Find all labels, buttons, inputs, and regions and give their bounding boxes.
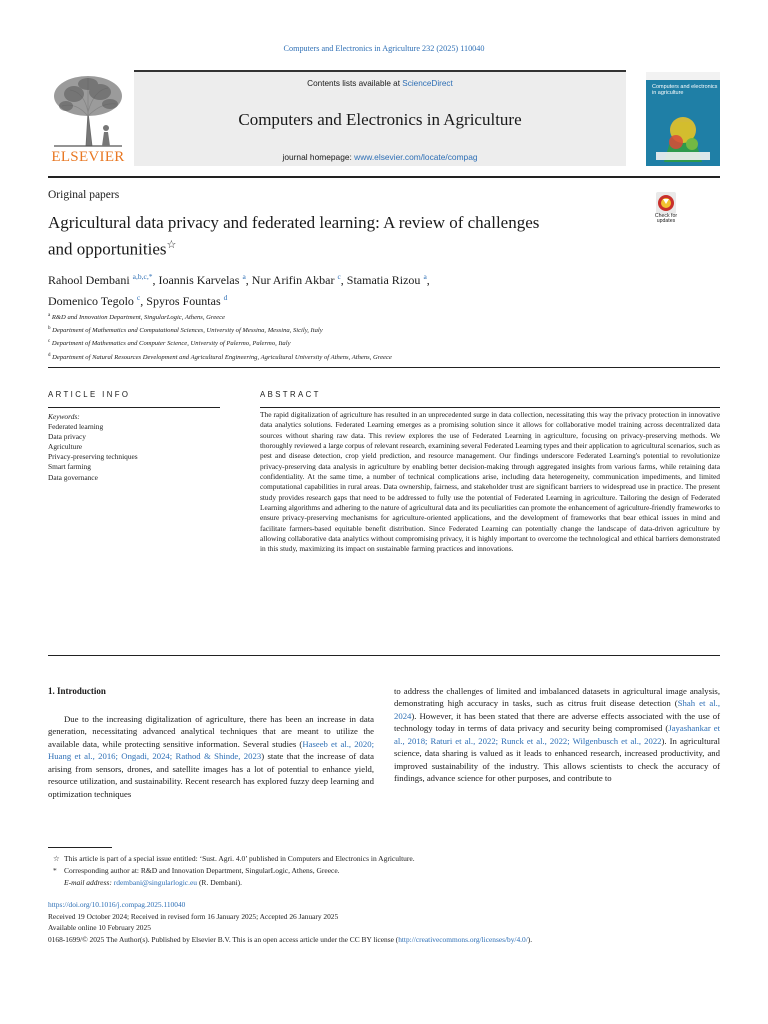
affiliation xyxy=(48,336,608,349)
license-link[interactable]: http://creativecommons.org/licenses/by/4.0/ xyxy=(398,934,528,944)
elsevier-tree-logo-icon[interactable] xyxy=(48,72,128,166)
keyword-list xyxy=(48,422,220,483)
footnote-text: This article is part of a special issue entitled: ‘Sust. Agri. 4.0’ published in Computers and Electronics in Agriculture. xyxy=(64,854,415,863)
article-section-label: Original papers xyxy=(48,189,120,201)
footnote-rule xyxy=(48,847,112,848)
title-line-1: Agricultural data privacy and federated learning: A review of challenges xyxy=(48,213,540,232)
footnote-mark: * xyxy=(53,866,57,875)
license-text: 0168-1699/© 2025 The Author(s). Published by Elsevier B.V. This is an open access article under the CC BY license ( xyxy=(48,934,399,944)
author-name[interactable]: Nur Arifin Akbar xyxy=(251,273,338,287)
email-label: E-mail address: xyxy=(64,878,112,887)
keyword: Agriculture xyxy=(48,442,83,452)
keyword: Privacy-preserving techniques xyxy=(48,452,138,462)
author-email-link[interactable]: rdembani@singularlogic.eu xyxy=(113,878,198,887)
author-separator: , xyxy=(140,294,147,308)
author-name[interactable]: Spyros Fountas xyxy=(146,294,224,308)
keyword: Data governance xyxy=(48,472,98,482)
affiliation-list xyxy=(48,310,608,363)
abstract-heading: ABSTRACT xyxy=(260,390,321,399)
citation-link[interactable]: Haseeb et al., 2020; Huang et al., 2016; Ongadi, 2024; Rathod & Shinde, 2023 xyxy=(48,738,374,762)
contents-line xyxy=(134,79,626,88)
affiliation-mark: d xyxy=(48,352,51,358)
cover-title: Computers and electronics in agriculture xyxy=(652,84,718,97)
author-affiliation-mark[interactable]: d xyxy=(223,293,228,302)
footnote-text: Corresponding author at: R&D and Innovation Department, SingularLogic, Athens, Greece. xyxy=(64,866,340,875)
citation-link[interactable]: Shah et al., 2024 xyxy=(394,698,720,721)
author-list xyxy=(48,268,608,310)
keywords-block xyxy=(48,412,220,483)
intro-text-segment: Due to the increasing digitalization of agriculture, there has been an increase in data generation, necessitating advanced analytical techniques that are meant to utilize the available data, while protecting sensitive information. Several studies ( xyxy=(48,714,374,749)
abstract-rule xyxy=(260,407,720,408)
metadata-rule xyxy=(48,367,720,368)
crossmark-icon xyxy=(648,192,684,214)
affiliation-text: R&D and Innovation Department, SingularLogic, Athens, Greece xyxy=(50,314,225,322)
affiliation xyxy=(48,350,608,363)
received-dates: Received 19 October 2024; Received in revised form 16 January 2025; Accepted 26 January 2025 xyxy=(48,911,339,921)
footnotes xyxy=(48,853,720,889)
intro-text-segment: ) state that the increase of data arising from sensors, drones, and satellite images has a lot of potential to enhance yield, resource utilization, and sustainability. Recent research has explored fuzzy deep learning and optimization techniques xyxy=(48,751,374,799)
abstract-text: The rapid digitalization of agriculture has resulted in an unprecedented surge in data collection, necessitating this way the privacy protection in innovative data analytics solutions. Federated Learning emerges as a promising solution since it allows for collaborative model training across decentralized data sources without sharing raw data. This review explores the use of Federated Learning in agriculture, focusing on privacy-preserving methods. We thoroughly reviewed a large corpus of relevant research, examining several Federated Learning types and their application to agricultural scenarios, such as pest and disease detection, crop yield prediction, and resource management. Our findings underscore Federated Learning's potential to revolutionize privacy-preserving data analysis in agriculture by enabling better decision-making through aggregated insights from various farms, while retaining data confidentiality. At the same time, a number of technical complications arise, including data heterogeneity, communication impediments, and limited computational capabilities in rural areas. Data ownership, fairness, and stakeholder trust are significant barriers to widespread use in practice. The present study provides research gaps that need to be addressed to fully use the potential of Federated Learning in agriculture. Tailoring the design of Federated Learning algorithms and adhering to the nature of agricultural data and its peculiarities can promote the enhancement of agriculture-friendly frameworks to ensure privacy-preserving mechanisms for agriculture-oriented applications, and the development of frameworks that bear ethical issues in mind and facilitate farmers-based equitable benefit distribution. Since Federated Learning can potentially change the landscape of data-driven agriculture by allowing collaborative data analytics without compromising privacy, it is highly important to overcome the technological and ethical barriers demonstrated in this study, maximizing its impact on sustainable farming practices and innovations. xyxy=(260,410,720,554)
journal-homepage-link[interactable]: www.elsevier.com/locate/compag xyxy=(354,152,478,162)
author-name[interactable]: Rahool Dembani xyxy=(48,273,133,287)
footnote-special-issue xyxy=(48,853,720,865)
paper-title xyxy=(48,212,628,261)
affiliation-mark: c xyxy=(48,339,51,345)
sciencedirect-link[interactable]: ScienceDirect xyxy=(402,79,453,88)
author-name[interactable]: Stamatia Rizou xyxy=(346,273,424,287)
homepage-prefix: journal homepage: xyxy=(282,152,355,162)
doi-link[interactable]: https://doi.org/10.1016/j.compag.2025.110040 xyxy=(48,900,186,909)
author-separator: , xyxy=(426,273,430,287)
check-for-updates-button[interactable] xyxy=(648,192,684,230)
body-column-left xyxy=(48,713,374,800)
journal-cover-thumbnail[interactable] xyxy=(646,72,720,166)
contents-prefix: Contents lists available at xyxy=(307,79,403,88)
publisher-name: ELSEVIER xyxy=(51,149,125,165)
journal-reference[interactable]: Computers and Electronics in Agriculture 232 (2025) 110040 xyxy=(283,44,485,53)
affiliation-mark: b xyxy=(48,326,51,332)
citation-link[interactable]: Jayashankar et al., 2018; Raturi et al., 2022; Runck et al., 2022; Wilgenbusch et al., 2022 xyxy=(394,723,720,746)
body-column-right xyxy=(394,685,720,785)
affiliation-mark: a xyxy=(48,313,51,318)
footnote-corresponding-author xyxy=(48,865,720,877)
author-separator: , xyxy=(152,273,159,287)
license-line xyxy=(48,934,728,946)
keyword: Data privacy xyxy=(48,432,86,442)
header-rule xyxy=(48,176,720,178)
journal-banner xyxy=(134,70,626,166)
journal-title[interactable]: Computers and Electronics in Agriculture xyxy=(238,110,522,129)
footnote-mark: ☆ xyxy=(53,854,60,863)
body-rule xyxy=(48,655,720,656)
author-affiliation-mark[interactable]: a xyxy=(423,272,427,281)
affiliation xyxy=(48,310,608,323)
intro-text-segment: ). However, it has been stated that there are adverse effects associated with the use of technology today in terms of data privacy and security being compromised ( xyxy=(394,710,720,734)
license-text-end: ). xyxy=(527,934,533,944)
journal-masthead xyxy=(48,70,720,166)
email-suffix: (R. Dembani). xyxy=(197,878,243,887)
footnote-email xyxy=(48,877,720,889)
author-separator: , xyxy=(340,273,347,287)
available-online-date: Available online 10 February 2025 xyxy=(48,923,151,933)
publication-info xyxy=(48,899,728,945)
introduction-heading: 1. Introduction xyxy=(48,686,106,696)
author-name[interactable]: Domenico Tegolo xyxy=(48,294,137,308)
intro-text-segment: ). In agricultural science, data sharing is valued as it leads to enhanced research, increased productivity, and improved sustainability of the industry. This allows scientists to check the accuracy of findings, advance science for other purposes, and contribute to xyxy=(394,735,720,784)
affiliation-text: Department of Mathematics and Computer Science, University of Palermo, Palermo, Italy xyxy=(50,340,291,348)
article-info-heading: ARTICLE INFO xyxy=(48,390,131,399)
keyword: Federated learning xyxy=(48,422,104,432)
intro-text-segment: to address the challenges of limited and imbalanced datasets in agricultural image analysis, demonstrating high accuracy in tasks, such as citrus fruit disease detection ( xyxy=(394,686,720,709)
title-footnote-mark[interactable]: ☆ xyxy=(166,239,177,251)
author-affiliation-mark[interactable]: c xyxy=(337,272,341,281)
keywords-title: Keywords: xyxy=(48,412,80,421)
affiliation-text: Department of Natural Resources Development and Agricultural Engineering, Agricultural University of Athens, Athens, Greece xyxy=(50,353,392,361)
author-affiliation-mark[interactable]: a xyxy=(242,272,246,281)
author-name[interactable]: Ioannis Karvelas xyxy=(158,273,243,287)
affiliation-text: Department of Mathematics and Computational Sciences, University of Messina, Messina, Sicily, Italy xyxy=(50,327,323,335)
keyword: Smart farming xyxy=(48,462,91,472)
title-line-2: and opportunities xyxy=(48,239,167,259)
homepage-line xyxy=(134,152,626,162)
author-affiliation-mark[interactable]: a,b,c,* xyxy=(132,272,153,281)
article-info-rule xyxy=(48,407,220,408)
author-affiliation-mark[interactable]: c xyxy=(136,293,141,302)
author-separator: , xyxy=(245,273,252,287)
affiliation xyxy=(48,323,608,336)
crossmark-label: Check for updates xyxy=(654,213,678,225)
